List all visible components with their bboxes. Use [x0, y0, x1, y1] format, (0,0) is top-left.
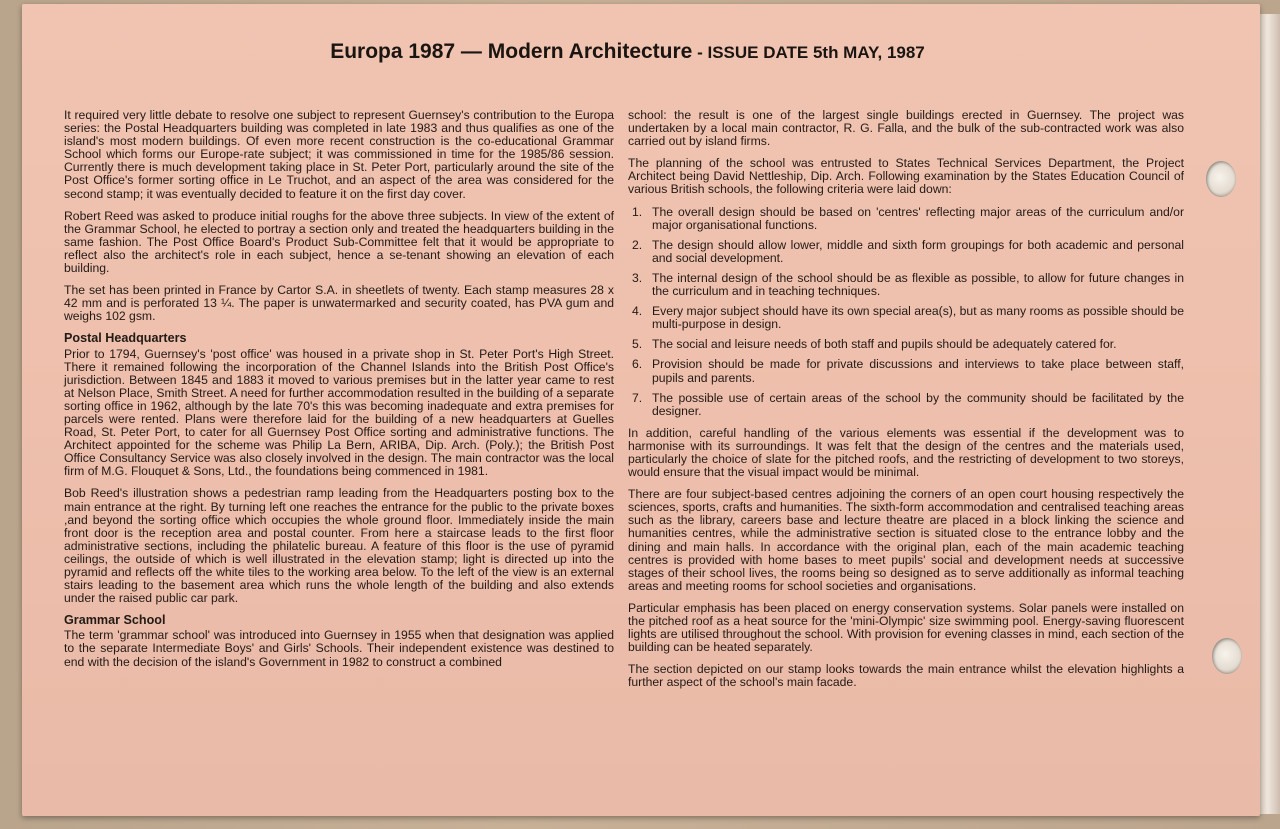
criteria-item [628, 239, 1184, 265]
punch-hole-top [1206, 161, 1236, 197]
sheet-edge [1258, 14, 1280, 814]
illustration-paragraph: Bob Reed's illustration shows a pedestrian ramp leading from the Headquarters posting box to the main entrance at the right. By turning left one reaches the entrance for the public to the private boxes ,and beyond the sorting office which occupies the whole ground floor. Immediately inside the main front door is the reception area and postal counter. From here a staircase leads to the first floor administrative sections, including the philatelic bureau. A feature of this floor is the use of pyramid ceilings, the outside of which is well illustrated in the elevation stamp; light is directed up into the pyramid and reflects off the white tiles to the working area below. To the left of the view is an external stairs leading to the basement area which runs the whole length of the building and also extends under the raised public car park. [64, 486, 614, 606]
criteria-item [628, 358, 1184, 384]
criteria-number: 6. [632, 357, 643, 372]
energy-conservation-paragraph: Particular emphasis has been placed on energy conservation systems. Solar panels were installed on the pitched roof as a heat source for the 'mini-Olympic' size swimming pool. Energy-saving fluorescent lights are utilised throughout the school. With provision for evening classes in mind, each section of the building can be heated separately. [628, 600, 1184, 655]
postal-history-paragraph: Prior to 1794, Guernsey's 'post office' was housed in a private shop in St. Peter Port's High Street. There it remained following the incorporation of the Channel Islands into the British Post Office's jurisdiction. Between 1845 and 1883 it moved to various premises but in the latter year came to rest at Nelson Place, Smith Street. A need for further accommodation resulted in the building of a separate sorting office in 1962, although by the late 70's this was becoming inadequate and extra premises for parcels were rented. Plans were therefore laid for the building of a new headquarters at Guelles Road, St. Peter Port, to cater for all Guernsey Post Office sorting and administrative functions. The Architect appointed for the scheme was Philip La Bern, ARIBA, Dip. Arch. (Poly.); the British Post Office Consultancy Service was also closely involved in the design. The main contractor was the local firm of M.G. Flouquet & Sons, Ltd., the foundations being commenced in 1981. [64, 346, 614, 479]
robert-reed-paragraph: Robert Reed was asked to produce initial roughs for the above three subjects. In view of the extent of the Grammar School, he elected to portray a section only and treated the headquarters building in the same fashion. The Post Office Board's Product Sub-Committee felt that it would be appropriate to reflect also the architect's role in each subject, hence a se-tenant showing an elevation of each building. [64, 208, 614, 276]
title-separator: - [692, 43, 708, 62]
punch-hole-bottom [1212, 638, 1242, 674]
subject-centres-paragraph: There are four subject-based centres adjoining the corners of an open court housing respectively the sciences, sports, crafts and humanities. The sixth-form accommodation and centralised teaching areas such as the library, careers base and lecture theatre are placed in a block linking the science and humanities centres, while the administrative section is situated close to the entrance lobby and the dining and main halls. In accordance with the original plan, each of the main academic teaching centres is provided with home bases to meet pupils' social and development needs at successive stages of their school lives, the rooms being so designed as to serve additionally as informal teaching areas and meeting rooms for school societies and organisations. [628, 487, 1184, 593]
criteria-item [628, 305, 1184, 331]
right-column [628, 109, 1184, 698]
printing-details-paragraph: The set has been printed in France by Cartor S.A. in sheetlets of twenty. Each stamp measures 28 x 42 mm and is perforated 13 ¼. The paper is unwatermarked and security coated, has PVA gum and weighs 102 gsm. [64, 283, 614, 324]
stamp-section-paragraph: The section depicted on our stamp looks towards the main entrance whilst the elevation highlights a further aspect of the school's main facade. [628, 662, 1184, 690]
criteria-text: The social and leisure needs of both staff and pupils should be adequately catered for. [652, 337, 1117, 352]
criteria-text: The design should allow lower, middle and sixth form groupings for both academic and personal and social development. [652, 237, 1184, 265]
criteria-number: 4. [632, 304, 643, 319]
criteria-number: 7. [632, 390, 643, 405]
criteria-number: 3. [632, 270, 643, 285]
title-main: Europa 1987 — Modern Architecture [330, 40, 693, 63]
criteria-item [628, 272, 1184, 298]
postal-headquarters-heading: Postal Headquarters [64, 331, 187, 346]
criteria-text: The internal design of the school should be as flexible as possible, to allow for future changes in the curriculum and in teaching techniques. [652, 270, 1184, 299]
criteria-number: 1. [632, 204, 643, 219]
planning-paragraph: The planning of the school was entrusted to States Technical Services Department, the Project Architect being David Nettleship, Dip. Arch. Following examination by the States Education Council of various British schools, the following criteria were laid down: [628, 156, 1184, 197]
criteria-text: The possible use of certain areas of the school by the community should be facilitated by the designer. [652, 390, 1184, 418]
grammar-school-heading: Grammar School [64, 613, 166, 628]
intro-paragraph: It required very little debate to resolve one subject to represent Guernsey's contribution to the Europa series: the Postal Headquarters building was completed in late 1983 and thus qualifies as one of the island's most modern buildings. Of even more recent construction is the co-educational Grammar School which forms our Europe-rate subject; it was commissioned in time for the 1985/86 session. Currently there is much development taking place in St. Peter Port, particularly around the site of the Post Office's former sorting office in Le Truchot, and an aspect of the area was considered for the second stamp; it was eventually decided to feature it on the first day cover. [64, 108, 614, 201]
criteria-list [628, 206, 1184, 418]
criteria-item [628, 206, 1184, 232]
page-title [0, 40, 1255, 64]
criteria-number: 5. [632, 337, 643, 352]
school-result-paragraph: school: the result is one of the largest single buildings erected in Guernsey. The project was undertaken by a local main contractor, R. G. Falla, and the bulk of the sub-contracted work was also carried out by island firms. [628, 108, 1184, 149]
title-issue-date: ISSUE DATE 5th MAY, 1987 [707, 43, 925, 62]
criteria-text: Every major subject should have its own special area(s), but as many rooms as possible should be multi-purpose in design. [652, 304, 1184, 332]
criteria-text: Provision should be made for private discussions and interviews to take place between staff, pupils and parents. [652, 357, 1184, 385]
criteria-text: The overall design should be based on 'centres' reflecting major areas of the curriculum and/or major organisational functions. [652, 204, 1184, 232]
criteria-number: 2. [632, 237, 643, 252]
criteria-item [628, 338, 1184, 351]
grammar-school-paragraph: The term 'grammar school' was introduced into Guernsey in 1955 when that designation was applied to the separate Intermediate Boys' and Girls' Schools. Their independent existence was destined to end with the decision of the island's Government in 1982 to construct a combined [64, 628, 614, 669]
criteria-item [628, 392, 1184, 418]
left-column [64, 109, 614, 678]
harmonise-paragraph: In addition, careful handling of the various elements was essential if the development was to harmonise with its surroundings. It was felt that the design of the centres and the materials used, particularly the choice of slate for the pitched roofs, and the restricting of development to two storeys, would ensure that the visual impact would be minimal. [628, 425, 1184, 480]
